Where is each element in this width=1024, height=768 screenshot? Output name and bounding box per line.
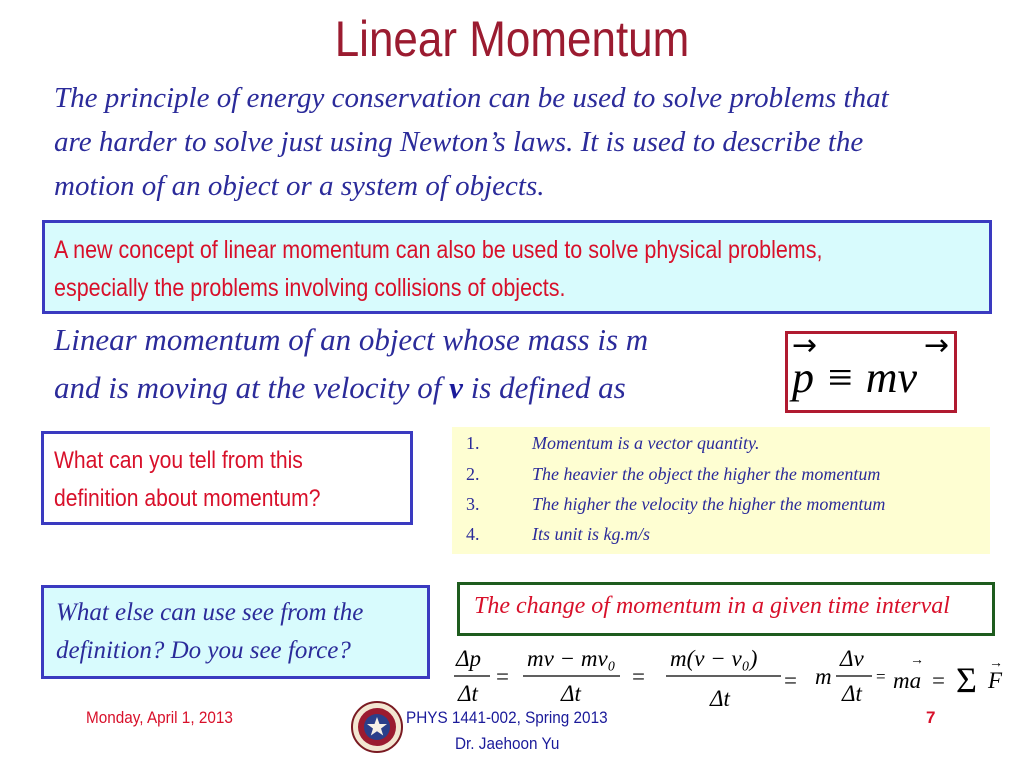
definition-line-1: Linear momentum of an object whose mass is m [54,322,649,357]
vector-arrow-icon: → [792,328,818,363]
intro-paragraph [54,76,999,208]
summation-symbol: Σ [956,660,977,700]
momentum-definition-equation [785,328,957,413]
page-number: 7 [926,708,936,727]
change-label: The change of momentum in a given time interval [474,593,950,619]
fraction-numerator: Δp [456,646,481,671]
footer-date: Monday, April 1, 2013 [86,708,233,727]
fraction-numerator: mv − mv₀ [527,646,616,671]
footer-author: Dr. Jaehoon Yu [455,734,560,753]
question-line: definition about momentum? [54,485,321,512]
university-seal-icon [351,701,403,753]
question-box-2 [41,585,430,679]
definition-line-2: and is moving at the velocity of v is defined as [54,370,626,405]
fraction-denominator: Δt [710,686,730,711]
equals-sign: = [876,667,886,686]
fraction-denominator: Δt [458,681,478,706]
equation-text: p ≡ mv [792,353,917,402]
list-item: 2. The heavier the object the higher the momentum [466,464,881,484]
change-of-momentum-equation [448,636,1018,712]
question-line: What can you tell from this [54,447,303,474]
list-item: 3. The higher the velocity the higher the momentum [466,494,886,514]
question-box-1 [41,431,413,525]
intro-line: motion of an object or a system of objects. [54,170,545,202]
equals-sign: = [632,664,645,689]
concept-line: A new concept of linear momentum can also be used to solve physical problems, [54,236,823,264]
equals-sign: = [932,668,945,693]
intro-line: The principle of energy conservation can be used to solve problems that [54,82,889,114]
question-line: definition? Do you see force? [56,637,351,664]
slide-title: Linear Momentum [334,11,690,67]
mass-symbol: m [815,664,832,689]
answer-list [452,427,990,554]
fraction-denominator: Δt [842,681,862,706]
change-of-momentum-box [457,582,995,636]
fraction-denominator: Δt [561,681,581,706]
vector-arrow-icon: → [989,656,1003,671]
ma-term: ma [893,668,922,693]
list-item: 4. Its unit is kg.m/s [466,524,651,544]
vector-arrow-icon: → [910,653,924,668]
intro-line: are harder to solve just using Newton’s laws. It is used to describe the [54,126,864,158]
concept-box [42,220,992,314]
equals-sign: = [784,668,797,693]
question-line: What else can use see from the [56,599,364,626]
fraction-numerator: Δv [840,646,864,671]
velocity-symbol: v [449,370,463,405]
definition-text [54,316,648,412]
concept-line: especially the problems involving collisions of objects. [54,274,566,302]
footer-course: PHYS 1441-002, Spring 2013 [406,708,608,727]
fraction-numerator: m(v − v₀) [670,646,758,671]
vector-arrow-icon: → [924,328,950,363]
equals-sign: = [496,664,509,689]
list-item: 1. Momentum is a vector quantity. [466,433,760,453]
force-symbol: F [988,668,1003,693]
